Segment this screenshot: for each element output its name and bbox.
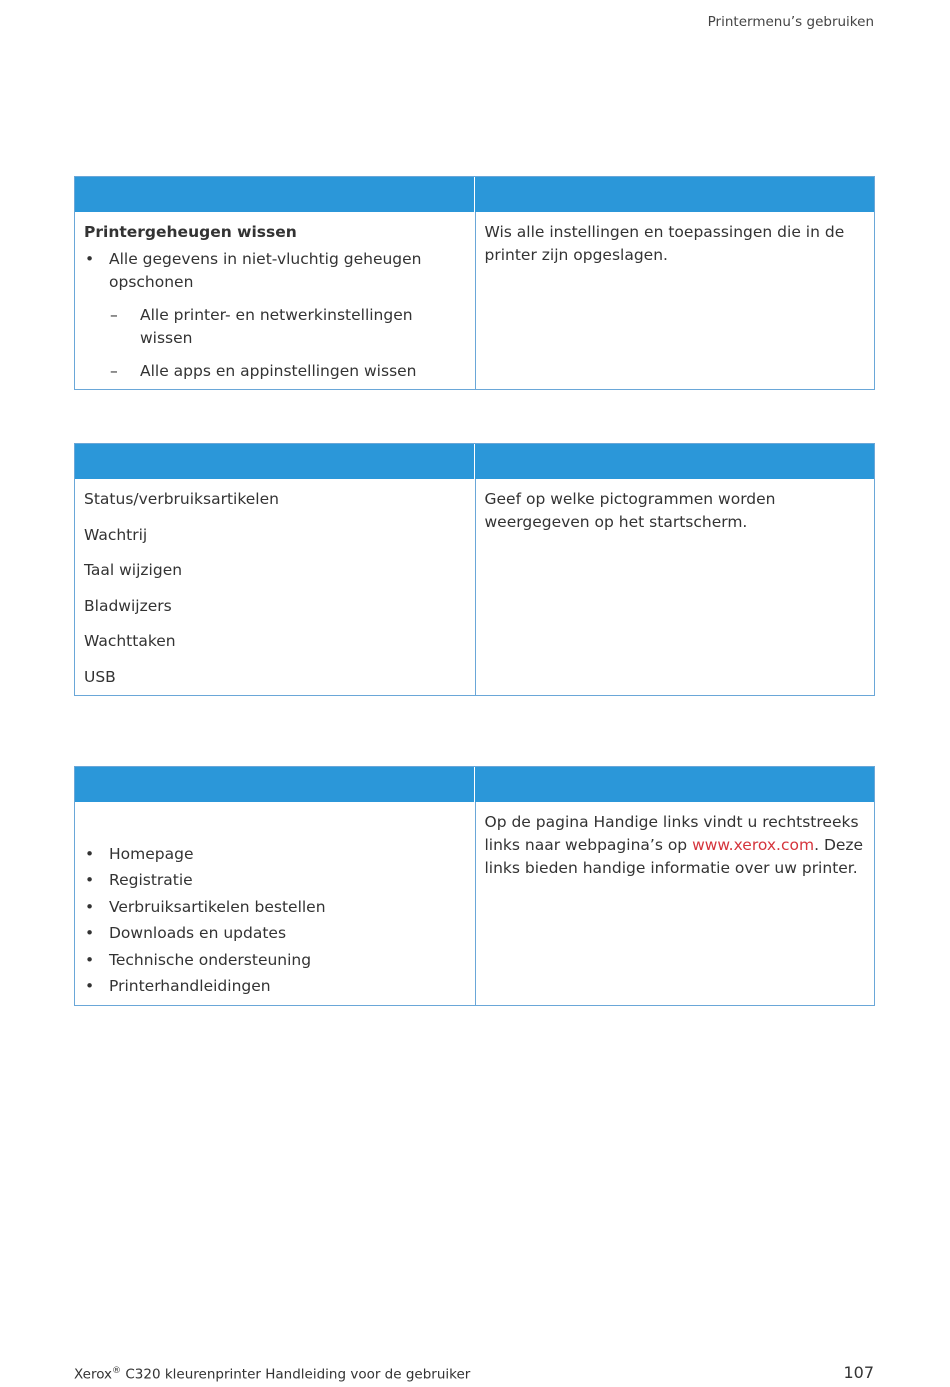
description-text-end: . Deze links bieden handige informatie over uw printer. xyxy=(484,836,864,877)
description-cell xyxy=(475,802,875,1005)
description-cell xyxy=(475,479,875,695)
menu-item: Taal wijzigen xyxy=(84,561,183,579)
menu-item-cell xyxy=(75,479,475,695)
description-text: Geef op welke pictogrammen worden weergegeven op het startscherm. xyxy=(484,490,776,531)
list-item: • Downloads en updates xyxy=(84,920,466,946)
menu-item: Status/verbruiksartikelen xyxy=(84,490,279,508)
header-cell-left xyxy=(75,444,474,479)
sub-list-item: – Alle printer- en netwerkinstellingen wissen xyxy=(84,304,466,350)
registered-mark: ® xyxy=(112,1366,122,1376)
table-startscherm-pictogrammen xyxy=(74,443,875,696)
footer-document-title xyxy=(74,1366,470,1383)
description-text: Wis alle instellingen en toepassingen die in de printer zijn opgeslagen. xyxy=(484,223,845,264)
header-cell-right xyxy=(474,177,874,212)
table-header-row xyxy=(75,177,874,212)
running-header: Printermenu’s gebruiken xyxy=(707,14,874,30)
list-item: • Printerhandleidingen xyxy=(84,973,466,999)
menu-item: Wachttaken xyxy=(84,632,176,650)
description-text: Op de pagina Handige links vindt u rechtstreeks links naar webpagina’s op xyxy=(484,813,859,854)
footer-brand: Xerox xyxy=(74,1366,113,1383)
header-cell-left xyxy=(75,767,474,802)
menu-item-title: Printergeheugen wissen xyxy=(84,223,297,241)
menu-item: Bladwijzers xyxy=(84,596,172,615)
table-header-row xyxy=(75,767,874,802)
table-handige-links xyxy=(74,766,875,1006)
list-item: • Technische ondersteuning xyxy=(84,947,466,973)
table-row xyxy=(75,802,874,1005)
footer-title-text: C320 kleurenprinter Handleiding voor de gebruiker xyxy=(121,1366,471,1383)
menu-item: Wachtrij xyxy=(84,525,148,544)
page-number: 107 xyxy=(843,1363,874,1382)
menu-item: USB xyxy=(84,667,116,686)
table-printergeheugen-wissen xyxy=(74,176,875,390)
description-cell xyxy=(475,212,875,389)
list-item: • Homepage xyxy=(84,841,466,867)
menu-item-cell xyxy=(75,212,475,389)
list-item: • Registratie xyxy=(84,867,466,893)
list-item: • Alle gegevens in niet-vluchtig geheugen opschonen xyxy=(84,248,466,294)
table-row xyxy=(75,212,874,389)
xerox-link[interactable]: www.xerox.com xyxy=(692,836,815,854)
header-cell-right xyxy=(474,767,874,802)
menu-item-cell xyxy=(75,802,475,1005)
header-cell-left xyxy=(75,177,474,212)
table-header-row xyxy=(75,444,874,479)
list-item: • Verbruiksartikelen bestellen xyxy=(84,894,466,920)
sub-list-item: – Alle apps en appinstellingen wissen xyxy=(84,360,466,383)
table-row xyxy=(75,479,874,695)
header-cell-right xyxy=(474,444,874,479)
